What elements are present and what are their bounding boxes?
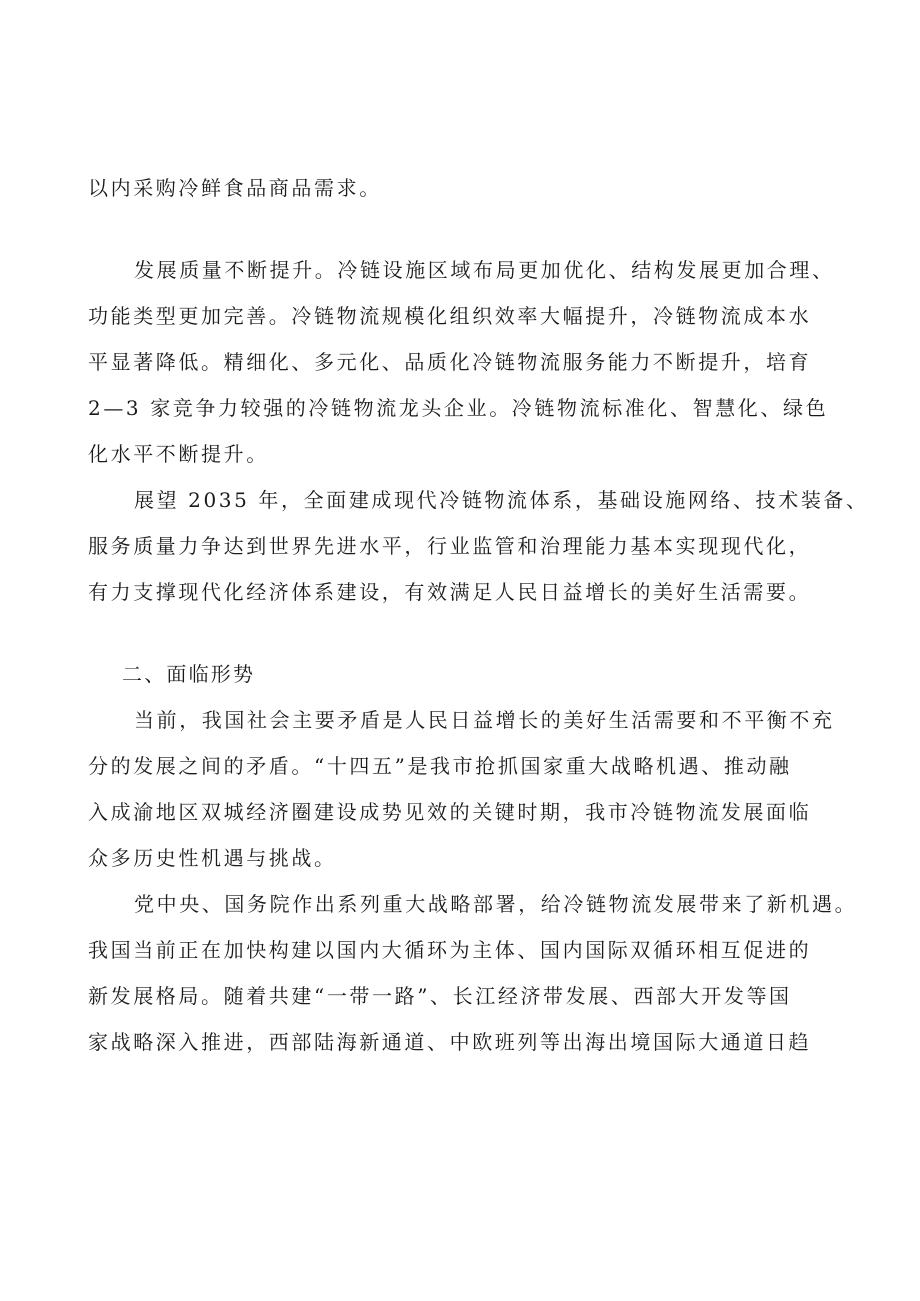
- paragraph-line: 众多历史性机遇与挑战。: [88, 846, 337, 870]
- paragraph-line: 发展质量不断提升。冷链设施区域布局更加优化、结构发展更加合理、: [134, 258, 835, 282]
- paragraph-line: 展望 2035 年，全面建成现代冷链物流体系，基础设施网络、技术装备、: [134, 488, 869, 512]
- paragraph-line: 入成渝地区双城经济圈建设成势见效的关键时期，我市冷链物流发展面临: [88, 800, 812, 824]
- section-heading: 二、面临形势: [122, 662, 256, 686]
- paragraph-line: 党中央、国务院作出系列重大战略部署，给冷链物流发展带来了新机遇。: [134, 892, 858, 916]
- paragraph-line: 2—3 家竞争力较强的冷链物流龙头企业。冷链物流标准化、智慧化、绿色: [88, 396, 829, 420]
- paragraph-line: 我国当前正在加快构建以国内大循环为主体、国内国际双循环相互促进的: [88, 938, 812, 962]
- paragraph-line: 平显著降低。精细化、多元化、品质化冷链物流服务能力不断提升，培育: [88, 350, 812, 374]
- paragraph-line: 分的发展之间的矛盾。“十四五”是我市抢抓国家重大战略机遇、推动融: [88, 754, 792, 778]
- paragraph-line: 当前，我国社会主要矛盾是人民日益增长的美好生活需要和不平衡不充: [134, 708, 835, 732]
- paragraph-line: 新发展格局。随着共建“一带一路”、长江经济带发展、西部大开发等国: [88, 984, 792, 1008]
- paragraph-line: 有力支撑现代化经济体系建设，有效满足人民日益增长的美好生活需要。: [88, 580, 812, 604]
- paragraph-line: 服务质量力争达到世界先进水平，行业监管和治理能力基本实现现代化，: [88, 534, 812, 558]
- paragraph-line: 化水平不断提升。: [88, 442, 269, 466]
- continuation-line: 以内采购冷鲜食品商品需求。: [88, 176, 382, 200]
- paragraph-line: 功能类型更加完善。冷链物流规模化组织效率大幅提升，冷链物流成本水: [88, 304, 812, 328]
- paragraph-line: 家战略深入推进，西部陆海新通道、中欧班列等出海出境国际大通道日趋: [88, 1030, 812, 1054]
